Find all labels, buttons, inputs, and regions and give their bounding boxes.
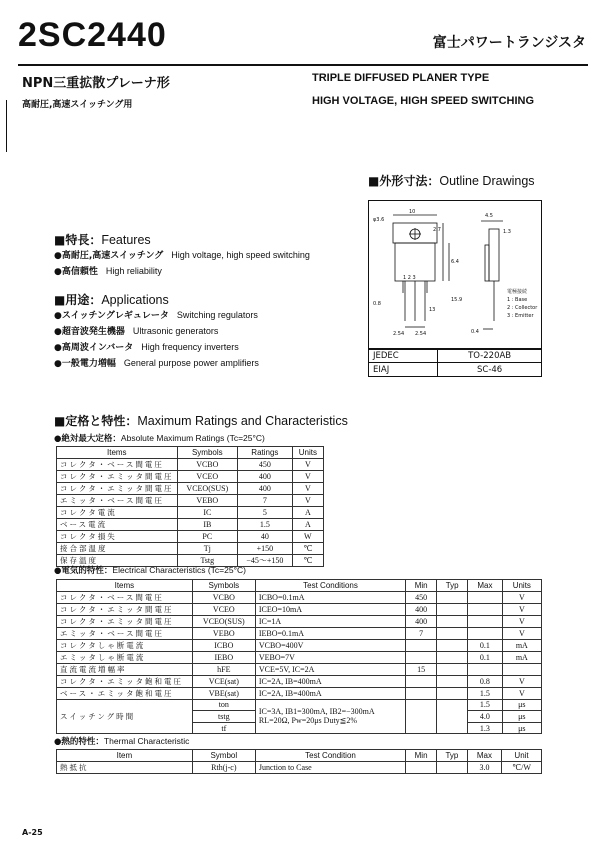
table-cell: tstg [192,711,255,723]
table-cell [437,651,468,663]
table-cell [437,591,468,603]
list-item: ●高周波インバータ High frequency inverters [54,342,239,353]
table-cell: 400 [238,482,293,494]
table-cell [468,591,502,603]
table-row [57,663,542,675]
elec-label: ●電気的特性：Electrical Characteristics (Tc=25°C) [54,565,246,576]
table-cell: Tj [177,542,238,554]
table-cell: ベース・エミッタ飽和電圧 [57,687,193,699]
table-cell: VCE(sat) [192,675,255,687]
legend-collector: 2 : Collector [507,305,538,311]
applications-list [54,308,259,372]
legend-emitter: 3 : Emitter [507,313,534,319]
table-cell: エミッタ・ベース間電圧 [57,494,178,506]
table-cell: +150 [238,542,293,554]
table-cell [437,627,468,639]
table-cell: V [502,675,541,687]
table-row [57,603,542,615]
max-ratings-label: ●絶対最大定格：Absolute Maximum Ratings (Tc=25°C) [54,433,265,444]
table-cell [437,675,468,687]
part-number: 2SC2440 [18,16,167,54]
table-row [57,482,324,494]
table-cell [437,639,468,651]
features-title-jp: ■特長： [54,233,102,247]
table-cell: μs [502,699,541,711]
table-cell: 直流電流増幅率 [57,663,193,675]
table-cell: tf [192,722,255,734]
table-cell: ベース電流 [57,518,178,530]
table-cell: V [292,458,323,470]
table-cell: 熱抵抗 [57,761,193,773]
features-list [54,248,310,280]
table-cell: 1.3 [468,722,502,734]
list-item: ●スイッチングレギュレータ Switching regulators [54,310,258,321]
table-cell: コレクタしゃ断電流 [57,639,193,651]
table-row [57,506,324,518]
table-cell: コレクタ・エミッタ間電圧 [57,482,178,494]
outline-title-en: Outline Drawings [439,174,535,188]
package-label: JEDEC [369,349,438,363]
table-cell: エミッタしゃ断電流 [57,651,193,663]
table-cell: 450 [238,458,293,470]
table-cell: hFE [192,663,255,675]
table-cell: VCEO [177,470,238,482]
dim-body: 6.4 [451,259,459,265]
table-cell: スイッチング時間 [57,699,193,734]
subtitle-jp: 高耐圧,高速スイッチング用 [22,100,133,110]
package-value: TO-220AB [438,349,542,363]
thermal-table [56,749,542,774]
table-cell: 0.1 [468,651,502,663]
applications-heading [54,291,169,308]
elec-table [56,579,542,734]
table-cell: ℃ [292,542,323,554]
table-cell: μs [502,711,541,723]
table-cell [502,663,541,675]
list-item: ●高耐圧,高速スイッチング High voltage, high speed switching [54,250,310,261]
table-cell: VEBO=7V [255,651,405,663]
dim-lead-len: 13 [429,307,436,313]
table-row [57,615,542,627]
table-cell: 0.1 [468,639,502,651]
table-cell: 400 [406,615,437,627]
table-cell: Tstg [177,554,238,566]
table-cell: 400 [238,470,293,482]
brand-name: 富士パワートランジスタ [432,35,586,51]
table-cell: A [292,518,323,530]
table-cell [436,761,467,773]
table-cell: Rth(j-c) [192,761,255,773]
table-row [57,687,542,699]
table-cell: 接合部温度 [57,542,178,554]
to220-drawing [369,201,541,349]
table-cell: 1.5 [468,687,502,699]
elec-body [57,591,542,734]
table-cell [437,603,468,615]
table-cell: V [502,627,541,639]
dim-pitch-2: 2.54 [415,331,427,337]
table-cell: V [502,615,541,627]
table-cell: 450 [406,591,437,603]
table-row [57,639,542,651]
table-cell: コレクタ・ベース間電圧 [57,458,178,470]
thermal-label: ●熱的特性：Thermal Characteristic [54,736,190,747]
table-cell [468,627,502,639]
outline-heading [368,172,535,189]
table-cell: 400 [406,603,437,615]
table-cell: ICBO [192,639,255,651]
table-cell: A [292,506,323,518]
table-cell: IC [177,506,238,518]
list-item: ●一般電力増幅 General purpose power amplifiers [54,358,259,369]
table-row [57,699,542,711]
legend-base: 1 : Base [507,297,528,303]
table-row [57,494,324,506]
table-cell: 3.0 [467,761,501,773]
table-cell: ℃/W [502,761,542,773]
dim-width: 10 [409,209,416,215]
ratings-heading [54,412,348,429]
table-cell: コレクタ・エミッタ間電圧 [57,470,178,482]
table-cell: ICEO=10mA [255,603,405,615]
table-cell [437,699,468,734]
switch-conditions [255,699,405,734]
features-title-en: Features [101,233,151,247]
table-cell: 0.8 [468,675,502,687]
table-cell: ℃ [292,554,323,566]
table-cell: エミッタ・ベース間電圧 [57,627,193,639]
table-cell: V [502,687,541,699]
pin-labels: 1 2 3 [403,275,416,281]
dim-tab: 1.3 [503,229,511,235]
table-cell: 1.5 [468,699,502,711]
table-cell: IEBO [192,651,255,663]
table-cell: VEBO [192,627,255,639]
table-row [57,675,542,687]
table-cell: IB [177,518,238,530]
max-ratings-table [56,446,324,567]
table-row [57,458,324,470]
table-cell: Junction to Case [255,761,405,773]
table-cell: VEBO [177,494,238,506]
table-cell: PC [177,530,238,542]
table-cell [406,639,437,651]
table-row [57,591,542,603]
table-cell: 5 [238,506,293,518]
table-cell: IC=1A [255,615,405,627]
table-cell: コレクタ・エミッタ間電圧 [57,615,193,627]
table-cell: IC=2A, IB=400mA [255,675,405,687]
outline-drawing [368,200,542,350]
ratings-title-en: Maximum Ratings and Characteristics [137,414,348,428]
table-row [57,761,542,773]
max-ratings-body [57,458,324,566]
table-cell: 4.0 [468,711,502,723]
table-cell: 1.5 [238,518,293,530]
dim-lead-thick: 0.4 [471,329,479,335]
table-cell: コレクタ・エミッタ飽和電圧 [57,675,193,687]
table-cell: コレクタ・ベース間電圧 [57,591,193,603]
table-cell: ICBO=0.1mA [255,591,405,603]
switch-cond-line: RL=20Ω, Pw=20μs Duty≦2% [258,716,358,726]
table-cell: IEBO=0.1mA [255,627,405,639]
table-cell [437,687,468,699]
table-cell [406,651,437,663]
package-table [368,348,542,377]
subtitle-en: HIGH VOLTAGE, HIGH SPEED SWITCHING [312,95,535,107]
dim-pitch-1: 2.54 [393,331,405,337]
table-cell [468,615,502,627]
table-row [57,470,324,482]
page-number: A-25 [22,828,43,837]
table-cell [437,615,468,627]
table-cell: VCEO(SUS) [177,482,238,494]
package-row [369,349,542,363]
dim-upper: 2.7 [433,227,441,233]
table-cell: −45〜+150 [238,554,293,566]
max-ratings-header: Items Symbols Ratings Units [57,447,324,459]
applications-title-jp: ■用途： [54,293,102,307]
table-cell: VCE=5V, IC=2A [255,663,405,675]
table-cell: V [292,494,323,506]
table-row [57,651,542,663]
dim-thickness: 4.5 [485,213,493,219]
table-cell: μs [502,722,541,734]
package-value: SC-46 [438,363,542,377]
table-cell: 保存温度 [57,554,178,566]
table-row [57,518,324,530]
table-cell: 40 [238,530,293,542]
table-row [57,542,324,554]
table-cell: VCEO [192,603,255,615]
table-cell [406,699,437,734]
table-cell: ton [192,699,255,711]
dim-total: 15.9 [451,297,463,303]
thermal-header: Item Symbol Test Condition Min Typ Max Unit [57,750,542,762]
table-cell [406,675,437,687]
type-en: TRIPLE DIFFUSED PLANER TYPE [312,72,490,84]
table-cell: コレクタ損失 [57,530,178,542]
outline-title-jp: ■外形寸法： [368,174,440,188]
table-cell [468,663,502,675]
table-cell: V [502,603,541,615]
table-cell [406,761,437,773]
table-cell: 7 [238,494,293,506]
table-cell [437,663,468,675]
thermal-body [57,761,542,773]
legend-title: 電極接続 [507,289,528,295]
table-cell: VCEO(SUS) [192,615,255,627]
header-rule [18,64,588,66]
table-cell: VCBO=400V [255,639,405,651]
dim-hole: φ3.6 [373,217,385,223]
package-label: EIAJ [369,363,438,377]
table-row [57,627,542,639]
switch-cond-line: IC=3A, IB1=300mA, IB2=−300mA [258,707,375,717]
type-jp: NPN三重拡散プレーナ形 [22,76,170,91]
table-cell: mA [502,651,541,663]
table-cell: IC=2A, IB=400mA [255,687,405,699]
table-cell: V [292,482,323,494]
table-cell: コレクタ・エミッタ間電圧 [57,603,193,615]
dim-lead: 0.8 [373,301,381,307]
table-cell: V [292,470,323,482]
table-cell: コレクタ電流 [57,506,178,518]
table-cell [406,687,437,699]
features-heading [54,231,151,248]
table-cell: VCBO [177,458,238,470]
table-cell: 7 [406,627,437,639]
ratings-title-jp: ■定格と特性： [54,414,138,428]
list-item: ●超音波発生機器 Ultrasonic generators [54,326,219,337]
table-row [57,530,324,542]
table-cell [468,603,502,615]
applications-title-en: Applications [101,293,169,307]
margin-mark [6,100,7,152]
table-cell: mA [502,639,541,651]
table-cell: W [292,530,323,542]
elec-header: Items Symbols Test Conditions Min Typ Max Units [57,580,542,592]
package-row [369,363,542,377]
table-cell: VCBO [192,591,255,603]
table-cell: 15 [406,663,437,675]
table-cell: V [502,591,541,603]
table-cell: VBE(sat) [192,687,255,699]
list-item: ●高信頼性 High reliability [54,266,162,277]
